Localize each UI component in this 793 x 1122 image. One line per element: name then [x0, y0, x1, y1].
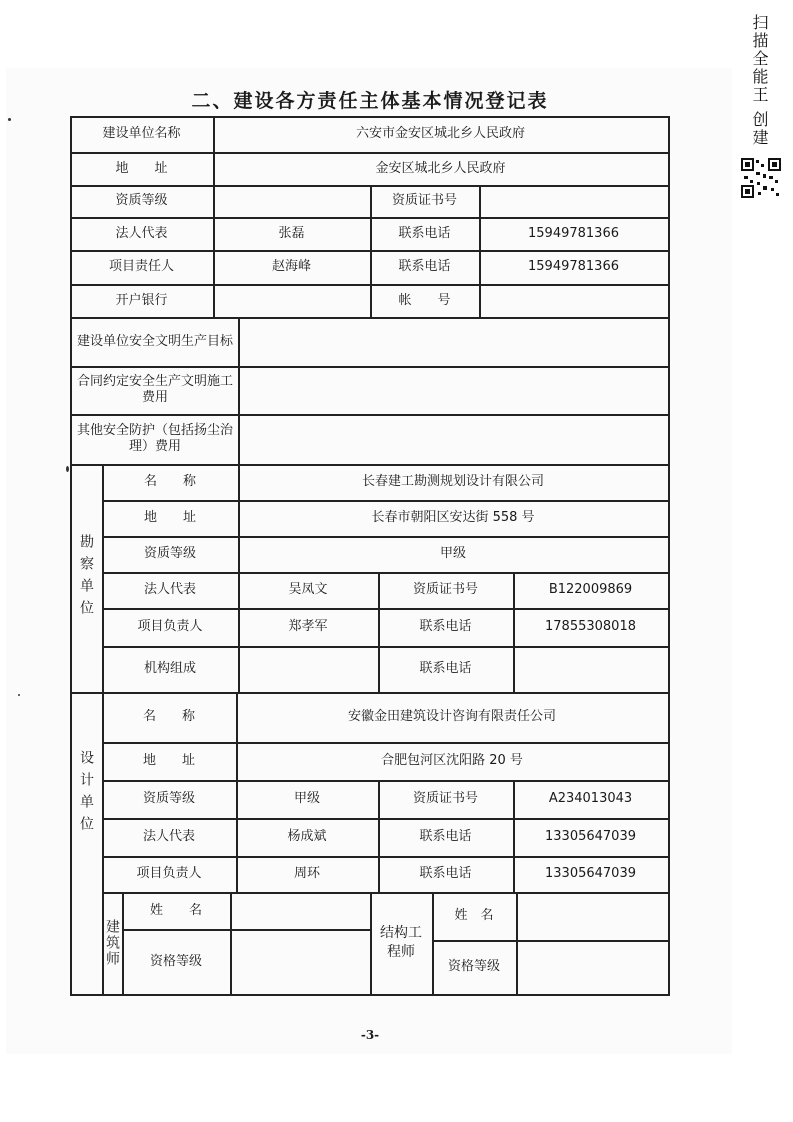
survey-pm-phone: 17855308018 — [545, 619, 636, 634]
owner-legal-value: 张磊 — [278, 225, 305, 241]
design-cert-label: 资质证书号 — [412, 791, 478, 806]
survey-org-label: 机构组成 — [143, 661, 196, 676]
owner-account-label: 帐 号 — [398, 292, 451, 308]
architect-name-label: 姓 名 — [149, 902, 202, 918]
owner-pm-phone: 15949781366 — [528, 259, 619, 274]
owner-address-label: 地 址 — [115, 160, 168, 176]
owner-safety-goal-label: 建设单位安全文明生产目标 — [76, 333, 233, 349]
survey-org-value — [238, 646, 378, 692]
survey-org-phone-label: 联系电话 — [419, 661, 472, 676]
owner-name-label: 建设单位名称 — [102, 126, 181, 141]
structural-qual-label: 资格等级 — [447, 959, 500, 974]
survey-qual-value: 甲级 — [439, 546, 466, 561]
owner-other-fee-label: 其他安全防护（包括扬尘治理）费用 — [76, 423, 233, 454]
design-address-value: 合肥包河区沈阳路 20 号 — [381, 753, 523, 768]
survey-pm-phone-label: 联系电话 — [419, 619, 472, 634]
design-name-label: 名 称 — [142, 709, 195, 724]
owner-name-value: 六安市金安区城北乡人民政府 — [355, 126, 525, 141]
owner-qual-value — [213, 185, 370, 217]
owner-pm-value: 赵海峰 — [271, 259, 311, 274]
owner-legal-phone-label: 联系电话 — [398, 225, 451, 241]
owner-pm-phone-label: 联系电话 — [398, 259, 451, 274]
structural-name-value — [516, 892, 668, 940]
owner-cert-label: 资质证书号 — [391, 193, 457, 208]
owner-qual-label: 资质等级 — [115, 193, 168, 208]
survey-cert-value: B122009869 — [548, 582, 633, 597]
design-legal-label: 法人代表 — [142, 829, 195, 844]
design-qual-value: 甲级 — [293, 791, 320, 806]
survey-address-value: 长春市朝阳区安达街 558 号 — [371, 510, 535, 525]
design-legal-phone-label: 联系电话 — [419, 829, 472, 844]
survey-pm-label: 项目负责人 — [137, 619, 203, 634]
page-title: 二、建设各方责任主体基本情况登记表 — [191, 90, 549, 112]
design-pm-label: 项目负责人 — [136, 866, 202, 881]
design-name-value: 安徽金田建筑设计咨询有限责任公司 — [347, 709, 556, 724]
owner-pm-label: 项目责任人 — [108, 259, 174, 274]
owner-bank-label: 开户银行 — [115, 292, 168, 308]
survey-name-label: 名 称 — [143, 474, 196, 489]
owner-contract-fee-label: 合同约定安全生产文明施工费用 — [76, 374, 233, 405]
design-pm-value: 周环 — [293, 866, 320, 881]
structural-engineer-label: 结构工程师 — [380, 925, 422, 960]
scanner-watermark-text: 扫描全能王 创建 — [750, 14, 769, 148]
design-pm-phone: 13305647039 — [545, 866, 636, 881]
scan-speck — [8, 118, 11, 121]
architect-qual-value — [230, 929, 370, 994]
design-pm-phone-label: 联系电话 — [419, 866, 472, 881]
page-number: -3- — [360, 1028, 380, 1042]
structural-engineer-label-cell — [370, 892, 432, 994]
owner-account-value — [479, 284, 668, 317]
survey-section-label: 勘察单位 — [78, 534, 94, 622]
survey-address-label: 地 址 — [143, 510, 196, 525]
design-address-label: 地 址 — [142, 753, 195, 768]
owner-legal-label: 法人代表 — [115, 225, 168, 241]
owner-bank-value — [213, 284, 370, 317]
design-legal-value: 杨成斌 — [287, 829, 327, 844]
architect-label: 建筑师 — [104, 919, 120, 967]
owner-safety-goal-value — [238, 317, 668, 366]
scan-speck — [66, 466, 69, 472]
architect-qual-label: 资格等级 — [149, 953, 202, 969]
owner-other-fee-value — [238, 414, 668, 464]
scan-speck — [18, 694, 20, 696]
survey-pm-value: 郑孝军 — [288, 619, 328, 634]
registration-table — [70, 116, 670, 996]
survey-legal-label: 法人代表 — [143, 582, 196, 597]
structural-qual-value — [516, 940, 668, 994]
design-qual-label: 资质等级 — [142, 791, 195, 806]
design-legal-phone: 13305647039 — [545, 829, 636, 844]
owner-cert-value — [479, 185, 668, 217]
survey-org-phone — [513, 646, 668, 692]
survey-legal-value: 吴凤文 — [288, 582, 328, 597]
qr-code-icon — [741, 158, 781, 198]
design-cert-value: A234013043 — [548, 791, 633, 806]
owner-contract-fee-value — [238, 366, 668, 414]
survey-name-value: 长春建工勘测规划设计有限公司 — [361, 474, 544, 489]
architect-name-value — [230, 892, 370, 929]
owner-legal-phone: 15949781366 — [528, 225, 619, 241]
survey-cert-label: 资质证书号 — [412, 582, 478, 597]
owner-address-value: 金安区城北乡人民政府 — [375, 160, 506, 176]
survey-qual-label: 资质等级 — [143, 546, 196, 561]
structural-name-label: 姓 名 — [454, 908, 494, 923]
design-section-label: 设计单位 — [78, 750, 94, 838]
